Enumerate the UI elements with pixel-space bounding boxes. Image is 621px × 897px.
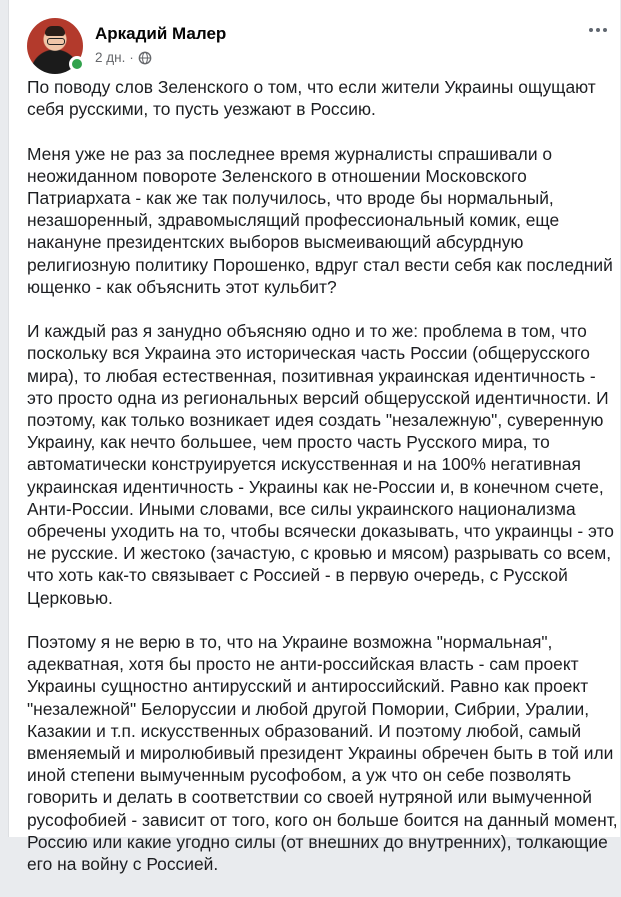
post-text [27,76,621,897]
post-paragraph: Поэтому я не верю в то, что на Украине возможна "нормальная", адекватная, хотя бы просто не анти-российская власть - сам проект Украины сущностно антирусский и антироссийский. Равно как проект "незалежной" Белоруссии и любой другой Помории, Сибрии, Уралии, Казакии и т.п. искусственных образований. И поэтому любой, самый вменяемый и миролюбивый президент Украины обречен быть в той или иной степени вымученным русофобом, а уж что он себе позволять говорить и делать в соответствии со своей нутряной или вымученной русофобией - зависит от того, кого он больше боится на данный момент, Россию или какие угодно силы (от внешних до внутренних), толкающие его на войну с Россией. [27,632,618,875]
globe-icon[interactable] [138,51,152,65]
more-options-button[interactable] [584,20,612,40]
post-paragraph: Меня уже не раз за последнее время журналисты спрашивали о неожиданном повороте Зеленского в отношении Московского Патриархата - как же так получилось, что вроде бы нормальный, незашоренный, здравомыслящий профессиональный комик, еще накануне президентских выборов высмеивающий абсурдную религиозную политику Порошенко, вдруг стал вести себя как последний ющенко - как объяснить этот кульбит? [27,143,613,297]
meta-separator: · [129,50,134,65]
more-horizontal-icon [589,28,593,32]
online-status-icon [69,56,85,72]
post-paragraph: И каждый раз я занудно объясняю одно и то же: проблема в том, что поскольку вся Украина это историческая часть России (общерусского мира), то любая естественная, позитивная украинская идентичность - это просто одна из региональных версий общерусской идентичности. И поэтому, как только возникает идея создать "незалежную", суверенную Украину, как нечто большее, чем просто часть Русского мира, то автоматически конструируется искусственная и на 100% негативная украинская идентичность - Украины как не-России и, в конечном счете, Анти-России. Иными словами, все силы украинского национализма обречены уходить на то, чтобы всячески доказывать, что украинцы - это не русские. И жестоко (зачастую, с кровью и мясом) разрывать со всем, что хоть как-то связывает с Россией - в первую очередь, с Русской Церковью. [27,321,614,608]
post-paragraph: По поводу слов Зеленского о том, что если жители Украины ощущают себя русскими, то пусть уезжают в Россию. [27,77,596,120]
author-name[interactable]: Аркадий Малер [95,24,227,43]
post-card [8,0,620,875]
post-header [9,0,620,80]
post-reactions-bar [9,828,620,848]
post-meta [95,50,152,65]
post-time[interactable]: 2 дн. [95,50,126,65]
